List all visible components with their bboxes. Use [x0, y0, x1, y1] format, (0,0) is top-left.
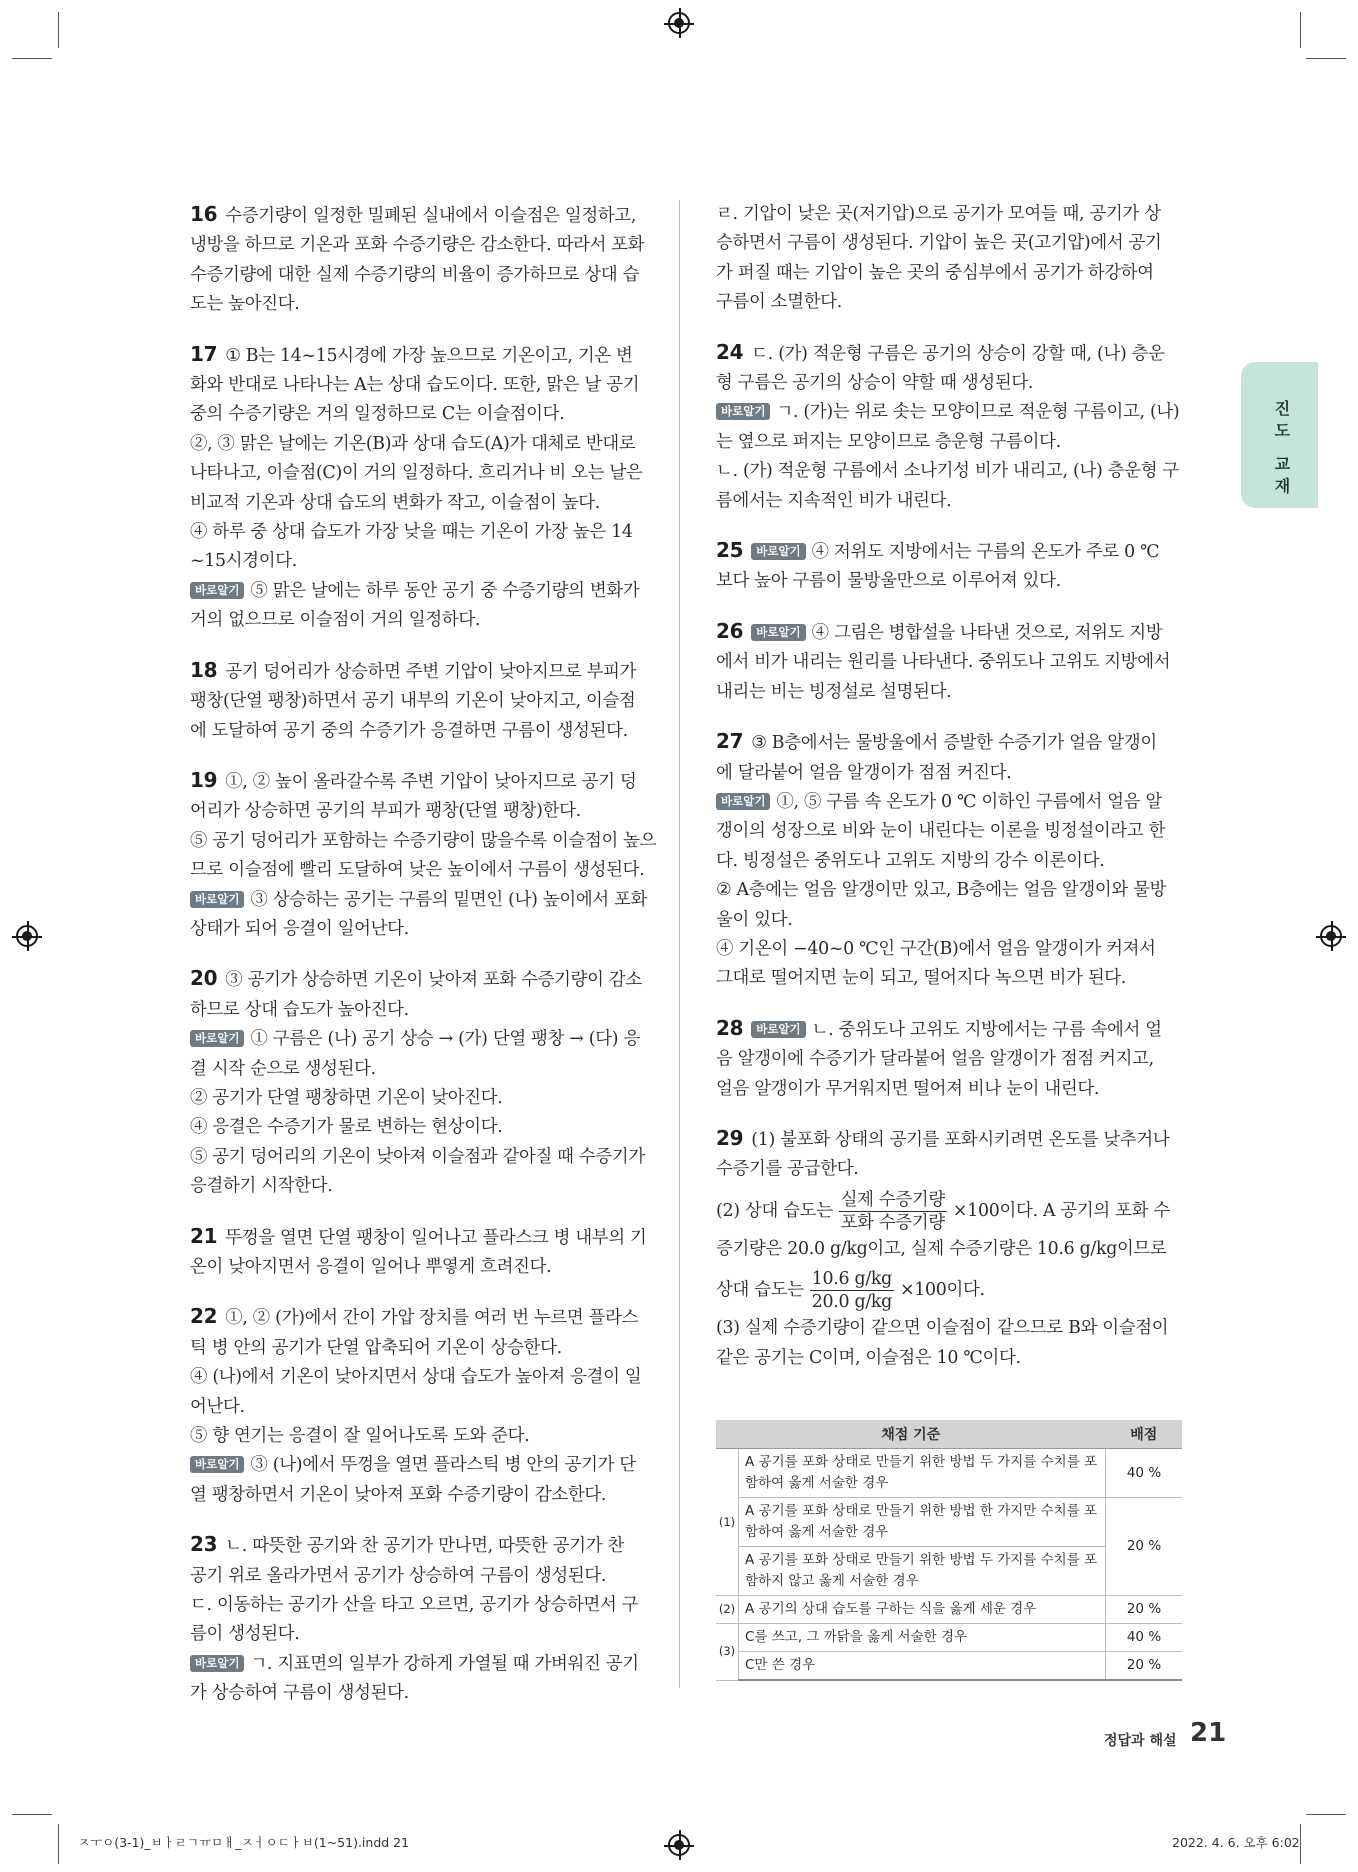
answer-text: 형 구름은 공기의 상승이 약할 때 생성된다.: [716, 373, 1034, 394]
answer-line: [190, 886, 660, 915]
formula-line: [716, 1189, 1186, 1235]
registration-mark-left: [16, 925, 38, 947]
answer-line: [190, 1253, 660, 1282]
question-number: 16: [190, 202, 218, 226]
answer-text: 상대 습도는: [716, 1280, 804, 1301]
answer-text: 뚜껑을 열면 단열 팽창이 일어나고 플라스크 병 내부의 기: [225, 1227, 647, 1248]
table-header-row: [716, 1420, 1182, 1449]
answer-text: 에서 비가 내리는 원리를 나타낸다. 중위도나 고위도 지방에서: [716, 652, 1171, 673]
answer-line: [190, 1451, 660, 1480]
answer-line: [190, 915, 660, 944]
answer-line: [190, 371, 660, 400]
answer-23: [190, 1530, 660, 1708]
answer-29: [716, 1124, 1186, 1373]
answer-text: ⑤ 맑은 날에는 하루 동안 공기 중 수증기량의 변화가: [250, 580, 640, 601]
answer-line: [190, 1393, 660, 1422]
answer-24: [716, 338, 1186, 516]
answer-text: 온이 낮아지면서 응결이 일어나 뿌옇게 흐려진다.: [190, 1257, 552, 1277]
correction-badge: 바로알기: [716, 793, 770, 810]
answer-line: [190, 1422, 660, 1451]
answer-text: 수증기량이 일정한 밀폐된 실내에서 이슬점은 일정하고,: [225, 206, 637, 226]
answer-text: 에 달라붙어 얼음 알갱이가 점점 커진다.: [716, 762, 1012, 783]
answer-21: [190, 1222, 660, 1283]
correction-badge: 바로알기: [751, 624, 805, 641]
answer-line: [190, 261, 660, 290]
answer-text: 보다 높아 구름이 물방울만으로 이루어져 있다.: [716, 571, 1061, 592]
answer-line: [190, 1143, 660, 1172]
answer-text: 냉방을 하므로 기온과 포화 수증기량은 감소한다. 따라서 포화: [190, 235, 645, 256]
footer-section-label: 정답과 해설: [1104, 1733, 1177, 1749]
answer-line: [190, 1530, 660, 1561]
correction-badge: 바로알기: [190, 1456, 244, 1473]
answer-text: 수증기량에 대한 실제 수증기량의 비율이 증가하므로 상대 습: [190, 264, 640, 285]
answer-line: [190, 656, 660, 687]
answer-text: ④ (나)에서 기온이 낮아지면서 상대 습도가 높아져 응결이 일: [190, 1367, 642, 1388]
answer-line: [716, 200, 1186, 229]
answer-line: [190, 518, 660, 547]
answer-text: ①, ② 높이 올라갈수록 주변 기압이 낮아지므로 공기 덩: [225, 771, 637, 792]
question-number: 25: [716, 538, 744, 563]
answer-line: [716, 288, 1186, 317]
answer-26: [716, 617, 1186, 707]
answer-text: 름이 생성된다.: [190, 1624, 300, 1645]
criteria-cell: C만 쓴 경우: [739, 1652, 1106, 1681]
answer-text: 응결하기 시작한다.: [190, 1176, 333, 1197]
table-row: [716, 1449, 1182, 1498]
answer-line: [190, 1591, 660, 1620]
answer-line: [716, 727, 1186, 758]
answer-text: ㄹ. 기압이 낮은 곳(저기압)으로 공기가 모여들 때, 공기가 상: [716, 204, 1161, 224]
answer-line: [190, 1620, 660, 1649]
answer-text: 그대로 떨어지면 눈이 되고, 떨어지다 녹으면 비가 된다.: [716, 968, 1127, 989]
answer-line: [190, 797, 660, 826]
answer-line: [190, 489, 660, 518]
answer-text: 음 알갱이에 수증기가 달라붙어 얼음 알갱이가 점점 커지고,: [716, 1049, 1154, 1070]
answer-text: (1) 불포화 상태의 공기를 포화시키려면 온도를 낮추거나: [751, 1129, 1170, 1150]
answer-line: [716, 847, 1186, 876]
answer-line: [716, 648, 1186, 677]
crop-mark: [58, 1824, 59, 1864]
score-cell: 20 %: [1106, 1498, 1183, 1596]
answer-line: [190, 606, 660, 635]
answer-text: ③ B층에서는 물방울에서 증발한 수증기가 얼음 알갱이: [751, 733, 1157, 754]
answer-line: [190, 1113, 660, 1142]
answer-text: ×100이다. A 공기의 포화 수: [952, 1200, 1170, 1221]
answer-17: [190, 340, 660, 636]
criteria-cell: C를 쓰고, 그 까닭을 옳게 서술한 경우: [739, 1624, 1106, 1652]
answer-line: [190, 290, 660, 319]
answer-line: [190, 964, 660, 995]
answer-line: [716, 617, 1186, 648]
answer-16: [190, 200, 660, 320]
question-number: 20: [190, 966, 218, 991]
correction-badge: 바로알기: [190, 582, 244, 599]
fraction-denominator: 포화 수증기량: [840, 1212, 945, 1233]
answer-text: 거의 없으므로 이슬점이 거의 일정하다.: [190, 610, 481, 631]
answer-line: [190, 717, 660, 746]
fraction: [810, 1268, 894, 1313]
answer-text: 화와 반대로 나타나는 A는 상대 습도이다. 또한, 맑은 날 공기: [190, 375, 640, 396]
criteria-cell: A 공기를 포화 상태로 만들기 위한 방법 한 가지만 수치를 포함하여 옳게 서술한 경우: [739, 1498, 1106, 1547]
formula-line: [716, 1268, 1186, 1314]
answer-text: ②, ③ 맑은 날에는 기온(B)과 상대 습도(A)가 대체로 반대로: [190, 433, 636, 454]
answer-line: [190, 827, 660, 856]
answer-line: [190, 1334, 660, 1363]
slug-date: 2022. 4. 6. 오후 6:02: [1172, 1835, 1300, 1850]
answer-line: [190, 1172, 660, 1201]
answer-line: [716, 1045, 1186, 1074]
answer-line: [716, 398, 1186, 427]
crop-mark: [1306, 1814, 1346, 1815]
answer-line: [190, 459, 660, 488]
criteria-cell: A 공기를 포화 상태로 만들기 위한 방법 두 가지를 수치를 포함하여 옳게 서술한 경우: [739, 1449, 1106, 1498]
left-column: [190, 200, 660, 1729]
correction-badge: 바로알기: [190, 1655, 244, 1672]
answer-line: [190, 1562, 660, 1591]
answer-line: [716, 338, 1186, 369]
answer-text: 가 퍼질 때는 기압이 높은 곳의 중심부에서 공기가 하강하여: [716, 262, 1154, 283]
question-number: 17: [190, 341, 218, 366]
answer-line: 증기량은 20.0 g/kg이고, 실제 수증기량은 10.6 g/kg이므로: [716, 1238, 1167, 1259]
answer-text: ④ 하루 중 상대 습도가 가장 낮을 때는 기온이 가장 높은 14: [190, 522, 633, 543]
answer-text: 어난다.: [190, 1396, 245, 1417]
answer-line: [716, 678, 1186, 707]
answer-line: [190, 1679, 660, 1708]
answer-line: [190, 687, 660, 716]
answer-text: ⑤ 공기 덩어리의 기온이 낮아져 이슬점과 같아질 때 수증기가: [190, 1146, 645, 1167]
answer-line: [716, 964, 1186, 993]
scoring-criteria-table: [716, 1420, 1182, 1681]
table-row: [716, 1498, 1182, 1547]
slug-filename: ㅈㅜㅇ(3-1)_ㅂㅏㄹㄱㅠㅁㅐ_ㅈㅓㅇㄷㅏㅂ(1~51).indd 21: [78, 1835, 410, 1850]
score-cell: 40 %: [1106, 1449, 1183, 1498]
answer-20: [190, 964, 660, 1201]
right-column: [716, 200, 1186, 1393]
answer-line: [716, 935, 1186, 964]
answer-text: 가 상승하여 구름이 생성된다.: [190, 1683, 409, 1704]
question-number: 28: [716, 1015, 744, 1040]
answer-text: ④ 응결은 수증기가 물로 변하는 현상이다.: [190, 1117, 503, 1138]
answer-text: ① B는 14~15시경에 가장 높으므로 기온이고, 기온 변: [225, 345, 633, 366]
fraction-numerator: 10.6 g/kg: [811, 1269, 892, 1290]
criteria-cell: A 공기의 상대 습도를 구하는 식을 옳게 세운 경우: [739, 1596, 1106, 1624]
answer-line: [716, 788, 1186, 817]
answer-line: [190, 1055, 660, 1084]
answer-line: [716, 457, 1186, 486]
answer-text: 결 시작 순으로 생성된다.: [190, 1058, 376, 1079]
answer-line: [190, 1363, 660, 1392]
question-number: 24: [716, 339, 744, 364]
answer-text: 상태가 되어 응결이 일어난다.: [190, 918, 409, 939]
fraction-denominator: 20.0 g/kg: [811, 1292, 892, 1313]
answer-text: ③ 상승하는 공기는 구름의 밑면인 (나) 높이에서 포화: [250, 889, 648, 910]
question-number: 23: [190, 1532, 218, 1557]
answer-text: ① 구름은 (나) 공기 상승 → (가) 단열 팽창 → (다) 응: [250, 1029, 640, 1050]
answer-27: [716, 727, 1186, 994]
answer-line: [190, 547, 660, 576]
answer-text: 구름이 소멸한다.: [716, 292, 842, 313]
question-number: 26: [716, 618, 744, 643]
answer-line: [716, 369, 1186, 398]
answer-text: 틱 병 안의 공기가 단열 압축되어 기온이 상승한다.: [190, 1337, 562, 1358]
registration-mark-right: [1320, 925, 1342, 947]
answer-text: 공기 위로 올라가면서 공기가 상승하여 구름이 생성된다.: [190, 1565, 607, 1586]
answer-28: [716, 1014, 1186, 1104]
fraction-numerator: 실제 수증기량: [840, 1189, 945, 1210]
crop-mark: [1300, 12, 1301, 48]
answer-text: ①, ⑤ 구름 속 온도가 0 ℃ 이하인 구름에서 얼음 알: [776, 791, 1163, 812]
answer-18: [190, 656, 660, 746]
answer-text: 에 도달하여 공기 중의 수증기가 응결하면 구름이 생성된다.: [190, 720, 628, 741]
score-cell: 20 %: [1106, 1652, 1183, 1681]
question-number: 21: [190, 1223, 218, 1248]
answer-line: [190, 340, 660, 371]
answer-text: ③ (나)에서 뚜껑을 열면 플라스틱 병 안의 공기가 단: [250, 1455, 636, 1476]
right-column-answers: [716, 200, 1186, 1104]
answer-text: 는 옆으로 퍼지는 모양이므로 층운형 구름이다.: [716, 431, 1061, 452]
answer-line: [716, 1014, 1186, 1045]
crop-mark: [1300, 1824, 1301, 1864]
criteria-cell: A 공기를 포화 상태로 만들기 위한 방법 두 가지를 수치를 포함하지 않고 옳게 서술한 경우: [739, 1547, 1106, 1596]
answer-text: 름에서는 지속적인 비가 내린다.: [716, 490, 952, 511]
answer-line: [190, 1222, 660, 1253]
answer-line: [190, 1025, 660, 1054]
section-side-tab: [1241, 362, 1318, 508]
answer-text: ㄴ. (가) 적운형 구름에서 소나기성 비가 내리고, (나) 층운형 구: [716, 461, 1179, 482]
answer-line: [190, 856, 660, 885]
correction-badge: 바로알기: [751, 543, 805, 560]
answer-line: [190, 1084, 660, 1113]
answer-line: [190, 1302, 660, 1333]
registration-mark-bottom: [668, 1834, 690, 1856]
answer-text: 승하면서 구름이 생성된다. 기압이 높은 곳(고기압)에서 공기: [716, 233, 1162, 254]
table-row: [716, 1652, 1182, 1681]
answer-text: 갱이의 성장으로 비와 눈이 내린다는 이론을 빙정설이라고 한: [716, 821, 1166, 842]
answer-text: ㄴ. 중위도나 고위도 지방에서는 구름 속에서 얼: [811, 1019, 1162, 1040]
page-number: 21: [1190, 1718, 1227, 1748]
answer-line: (3) 실제 수증기량이 같으면 이슬점이 같으므로 B와 이슬점이: [716, 1318, 1169, 1339]
table-row: [716, 1596, 1182, 1624]
answer-text: ㄷ. (가) 적운형 구름은 공기의 상승이 강할 때, (나) 층운: [751, 343, 1165, 364]
answer-text: 나타나고, 이슬점(C)이 거의 일정하다. 흐리거나 비 오는 날은: [190, 463, 643, 484]
answer-line: [190, 400, 660, 429]
crop-mark: [58, 12, 59, 48]
answer-line: [190, 430, 660, 459]
answer-text: ㄱ. (가)는 위로 솟는 모양이므로 적운형 구름이고, (나): [776, 402, 1180, 423]
answer-text: 팽창(단열 팽창)하면서 공기 내부의 기온이 낮아지고, 이슬점: [190, 691, 636, 712]
answer-line: [716, 487, 1186, 516]
crop-mark: [12, 1814, 52, 1815]
answer-19: [190, 766, 660, 944]
part-label: (1): [716, 1449, 739, 1596]
answer-text: 울이 있다.: [716, 909, 793, 930]
answer-line: [716, 759, 1186, 788]
answer-line: [190, 766, 660, 797]
registration-mark-top: [668, 12, 690, 34]
correction-badge: 바로알기: [190, 1030, 244, 1047]
answer-text: 내리는 비는 빙정설로 설명된다.: [716, 681, 952, 702]
answer-line: 수증기를 공급한다.: [716, 1159, 859, 1180]
answer-line: [716, 1124, 1186, 1155]
answer-text: 열 팽창하면서 기온이 낮아져 포화 수증기량이 감소한다.: [190, 1484, 607, 1505]
answer-text: 얼음 알갱이가 무거워지면 떨어져 비나 눈이 내린다.: [716, 1078, 1100, 1099]
crop-mark: [12, 58, 52, 59]
correction-badge: 바로알기: [716, 403, 770, 420]
answer-text: (2) 상대 습도는: [716, 1200, 833, 1221]
answer-line: [190, 1481, 660, 1510]
answer-line: 같은 공기는 C이며, 이슬점은 10 ℃이다.: [716, 1347, 1021, 1368]
answer-text: ④ 저위도 지방에서는 구름의 온도가 주로 0 ℃: [811, 542, 1160, 563]
answer-line: [716, 906, 1186, 935]
part-label: (2): [716, 1596, 739, 1624]
answer-text: ③ 공기가 상승하면 기온이 낮아져 포화 수증기량이 감소: [225, 970, 642, 991]
question-number: 27: [716, 729, 744, 754]
answer-text: 비교적 기온과 상대 습도의 변화가 작고, 이슬점이 높다.: [190, 492, 601, 513]
answer-text: ~15시경이다.: [190, 551, 298, 572]
answer-text: 도는 높아진다.: [190, 294, 300, 315]
answer-text: ② 공기가 단열 팽창하면 기온이 낮아진다.: [190, 1087, 503, 1108]
correction-badge: 바로알기: [190, 891, 244, 908]
answer-line: [716, 1075, 1186, 1104]
answer-text: 다. 빙정설은 중위도나 고위도 지방의 강수 이론이다.: [716, 850, 1105, 871]
answer-text: ④ 그림은 병합설을 나타낸 것으로, 저위도 지방: [811, 622, 1163, 643]
crop-mark: [1306, 58, 1346, 59]
answer-continued: [716, 200, 1186, 318]
answer-text: ② A층에는 얼음 알갱이만 있고, B층에는 얼음 알갱이와 물방: [716, 880, 1167, 901]
answer-line: [716, 536, 1186, 567]
question-number: 19: [190, 767, 218, 792]
answer-text: 중의 수증기량은 거의 일정하므로 C는 이슬점이다.: [190, 404, 565, 425]
question-number: 22: [190, 1304, 218, 1329]
answer-text: 어리가 상승하면 공기의 부피가 팽창(단열 팽창)한다.: [190, 801, 581, 822]
answer-line: [716, 428, 1186, 457]
answer-line: [716, 567, 1186, 596]
side-tab-label: 진도 교재: [1272, 400, 1291, 500]
answer-text: ④ 기온이 −40~0 ℃인 구간(B)에서 얼음 알갱이가 커져서: [716, 938, 1156, 959]
answer-line: [190, 200, 660, 231]
answer-line: [716, 229, 1186, 258]
part-label: (3): [716, 1624, 739, 1681]
answer-text: ×100이다.: [899, 1280, 985, 1301]
column-divider: [679, 200, 680, 1688]
answer-line: [716, 876, 1186, 905]
answer-text: ①, ② (가)에서 간이 가압 장치를 여러 번 누르면 플라스: [225, 1308, 639, 1329]
answer-line: [190, 996, 660, 1025]
table-row: [716, 1624, 1182, 1652]
answer-line: [190, 231, 660, 260]
header-criteria: 채점 기준: [716, 1420, 1106, 1449]
answer-text: ㄱ. 지표면의 일부가 강하게 가열될 때 가벼워진 공기: [250, 1653, 639, 1674]
question-number: 29: [716, 1125, 744, 1150]
answer-text: ⑤ 향 연기는 응결이 잘 일어나도록 도와 준다.: [190, 1426, 530, 1447]
score-cell: 40 %: [1106, 1624, 1183, 1652]
correction-badge: 바로알기: [751, 1021, 805, 1038]
answer-text: ㄷ. 이동하는 공기가 산을 타고 오르면, 공기가 상승하면서 구: [190, 1595, 639, 1616]
answer-22: [190, 1302, 660, 1510]
header-score: 배점: [1106, 1420, 1183, 1449]
answer-line: [190, 577, 660, 606]
answer-text: 공기 덩어리가 상승하면 주변 기압이 낮아지므로 부피가: [225, 661, 637, 682]
fraction: [839, 1189, 947, 1234]
answer-text: 므로 이슬점에 빨리 도달하여 낮은 높이에서 구름이 생성된다.: [190, 860, 645, 881]
answer-line: [716, 817, 1186, 846]
answer-line: [190, 1650, 660, 1679]
answer-text: 하므로 상대 습도가 높아진다.: [190, 999, 409, 1020]
score-cell: 20 %: [1106, 1596, 1183, 1624]
answer-text: ㄴ. 따뜻한 공기와 찬 공기가 만나면, 따뜻한 공기가 찬: [225, 1536, 625, 1557]
answer-line: [716, 259, 1186, 288]
answer-25: [716, 536, 1186, 597]
answer-text: ⑤ 공기 덩어리가 포함하는 수증기량이 많을수록 이슬점이 높으: [190, 830, 657, 851]
question-number: 18: [190, 657, 218, 682]
